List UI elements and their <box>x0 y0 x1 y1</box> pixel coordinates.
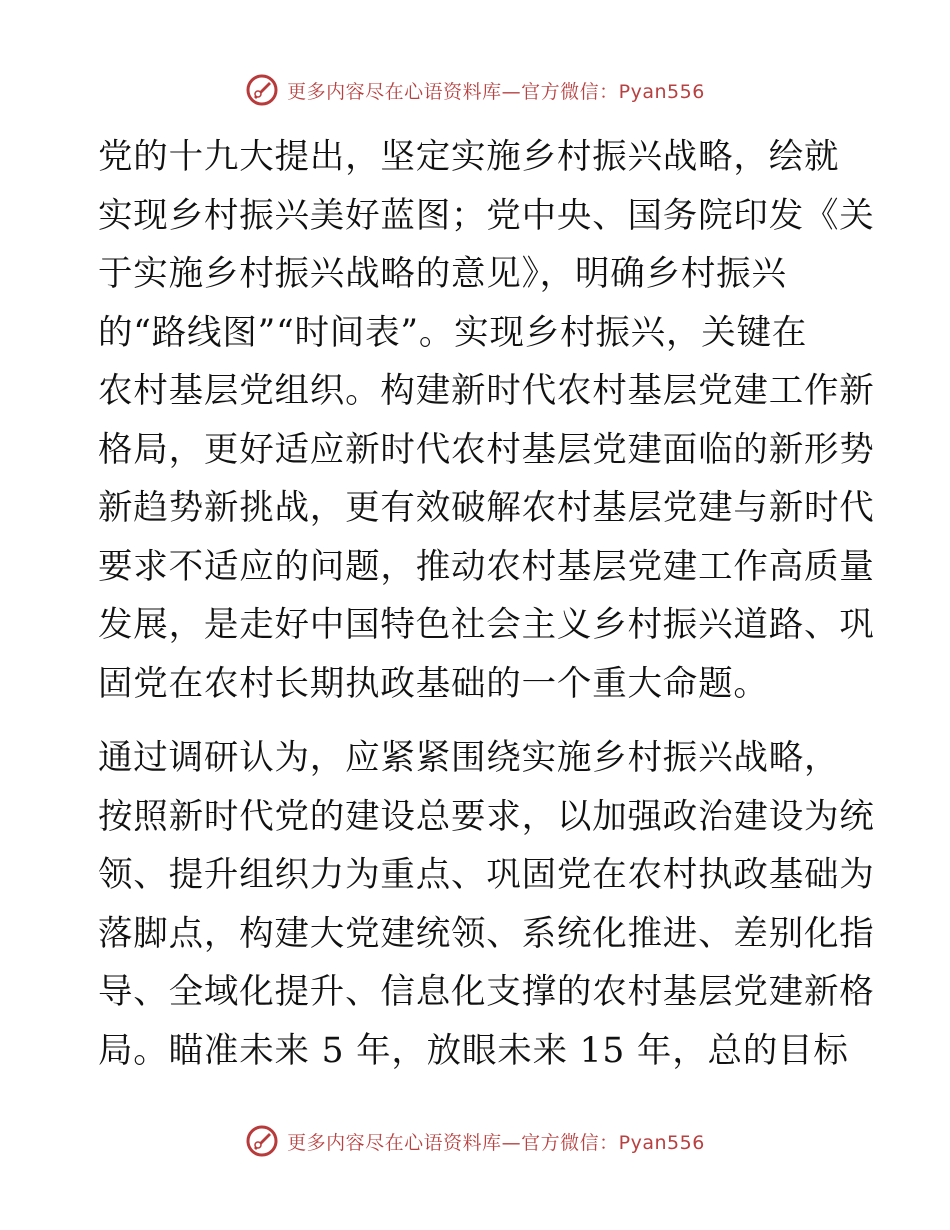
text-line: 局。瞄准未来 5 年，放眼未来 15 年，总的目标 <box>98 1030 849 1071</box>
paragraph-2 <box>98 729 875 1080</box>
watermark-text: 更多内容尽在心语资料库—官方微信：Pyan556 <box>287 80 705 103</box>
text-line: 按照新时代党的建设总要求，以加强政治建设为统 <box>98 796 875 837</box>
header-watermark <box>0 73 950 107</box>
text-line: 发展，是走好中国特色社会主义乡村振兴道路、巩 <box>98 605 875 645</box>
text-line: 的“路线图”“时间表”。实现乡村振兴，关键在 <box>98 312 808 353</box>
text-line: 要求不适应的问题，推动农村基层党建工作高质量 <box>98 546 875 587</box>
paragraph-1 <box>98 128 875 713</box>
text-line: 于实施乡村振兴战略的意见》，明确乡村振兴 <box>98 254 787 294</box>
text-line: 落脚点，构建大党建统领、系统化推进、差别化指 <box>98 913 875 954</box>
quill-seal-icon <box>245 1124 279 1158</box>
text-line: 格局，更好适应新时代农村基层党建面临的新形势 <box>98 429 875 470</box>
text-line: 领、提升组织力为重点、巩固党在农村执政基础为 <box>98 855 875 895</box>
quill-seal-icon <box>245 73 279 107</box>
text-line: 农村基层党组织。构建新时代农村基层党建工作新 <box>98 371 875 411</box>
watermark-text: 更多内容尽在心语资料库—官方微信：Pyan556 <box>287 1131 705 1154</box>
text-line: 实现乡村振兴美好蓝图；党中央、国务院印发《关 <box>98 195 875 236</box>
text-line: 固党在农村长期执政基础的一个重大命题。 <box>98 663 769 704</box>
text-line: 新趋势新挑战，更有效破解农村基层党建与新时代 <box>98 488 875 528</box>
footer-watermark <box>0 1124 950 1158</box>
text-line: 通过调研认为，应紧紧围绕实施乡村振兴战略， <box>98 738 840 778</box>
text-line: 党的十九大提出，坚定实施乡村振兴战略，绘就 <box>98 137 840 177</box>
text-line: 导、全域化提升、信息化支撑的农村基层党建新格 <box>98 972 875 1012</box>
document-body <box>98 128 875 1080</box>
